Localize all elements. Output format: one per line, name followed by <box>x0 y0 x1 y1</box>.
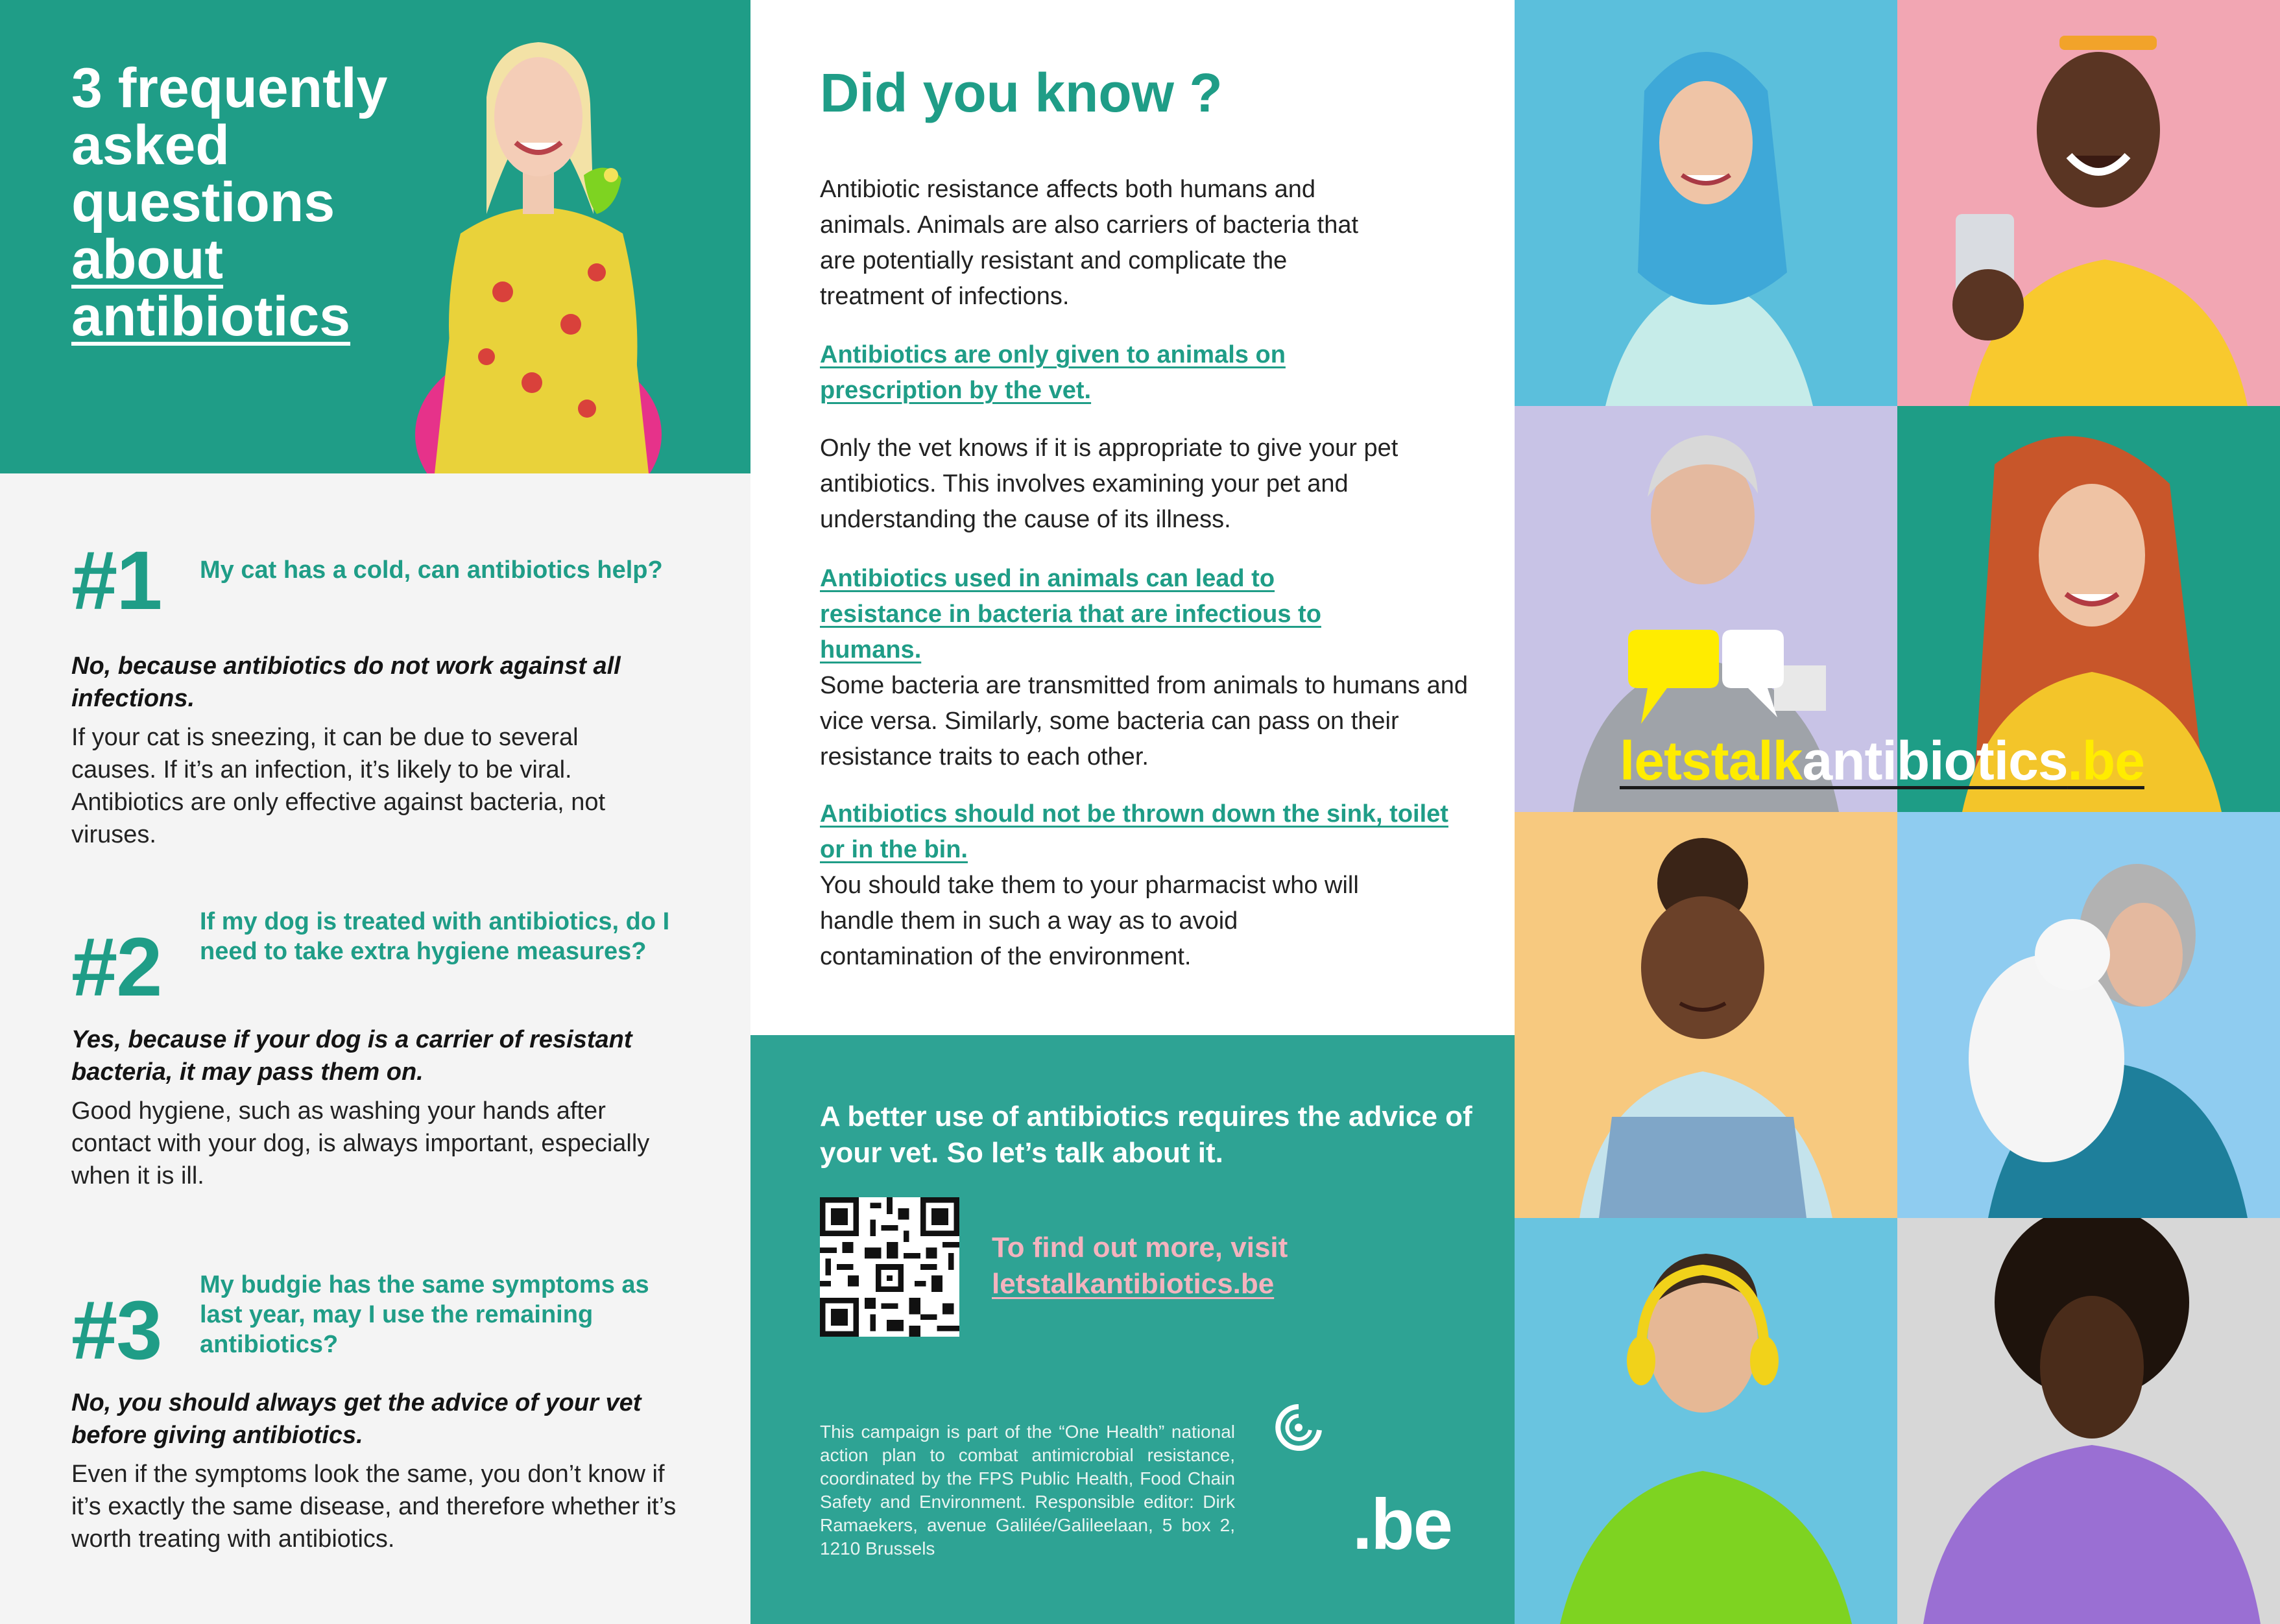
woman-with-parrot-photo <box>363 19 726 473</box>
cover-title-line: about <box>71 228 224 291</box>
faq-body: If your cat is sneezing, it can be due to several causes. If it’s an infection, it’s likely to be viral. Antibiotics are only effective against bacteria, not viruses. <box>71 724 606 848</box>
did-you-know-heading: Did you know ? <box>820 62 1223 123</box>
photo-grid <box>1515 0 2280 1624</box>
fact-heading-3[interactable]: Antibiotics should not be thrown down the sink, toilet or in the bin. <box>820 800 1448 863</box>
photo-woman-with-cat <box>1897 812 2280 1218</box>
faq-number: #1 <box>71 534 162 627</box>
letstalkantibiotics-brand[interactable] <box>1620 730 2144 792</box>
photo-woman-hijab <box>1515 0 1897 406</box>
faq-question: If my dog is treated with antibiotics, do I need to take extra hygiene measures? <box>200 908 670 965</box>
faq-answer: No, because antibiotics do not work against all infections. <box>71 652 621 712</box>
cover-title-line: antibiotics <box>71 285 351 348</box>
faq-section <box>0 473 750 1624</box>
fact-text-3: You should take them to your pharmacist who will handle them in such a way as to avoid contamination of the environment. <box>820 872 1359 970</box>
photo-man-laughing <box>1897 0 2280 406</box>
photo-man-headphones <box>1515 1218 1897 1624</box>
website-link[interactable]: letstalkantibiotics.be <box>992 1268 1275 1300</box>
faq-answer: No, you should always get the advice of your vet before giving antibiotics. <box>71 1389 642 1449</box>
speech-bubbles-icon <box>1622 627 1790 737</box>
faq-question: My cat has a cold, can antibiotics help? <box>200 556 663 584</box>
fact-text-2: Some bacteria are transmitted from animals to humans and vice versa. Similarly, some bacteria can pass on their resistance traits to each other. <box>820 672 1469 770</box>
campaign-disclaimer: This campaign is part of the “One Health” national action plan to combat antimicrobial resistance, coordinated by the FPS Public Health, Food Chain Safety and Environment. Responsible editor: Dirk Ramaekers, avenue Galilée/Galileelaan, 5 box 2, 1210 Brussels <box>820 1422 1235 1558</box>
cover-title-line: asked <box>71 114 230 176</box>
find-out-more-text: To find out more, visit <box>992 1232 1288 1263</box>
cover-title-line: questions <box>71 171 335 233</box>
photo-young-man-curly <box>1897 1218 2280 1624</box>
brand-part: letstalk <box>1620 730 1803 791</box>
cover-header <box>0 0 750 473</box>
fact-heading-2[interactable]: Antibiotics used in animals can lead to resistance in bacteria that are infectious to humans. <box>820 565 1321 663</box>
did-you-know-panel <box>750 0 1515 1035</box>
faq-answer: Yes, because if your dog is a carrier of resistant bacteria, it may pass them on. <box>71 1026 632 1086</box>
fact-heading-1[interactable]: Antibiotics are only given to animals on prescription by the vet. <box>820 341 1286 404</box>
faq-body: Good hygiene, such as washing your hands after contact with your dog, is always important, especially when it is ill. <box>71 1097 650 1189</box>
contact-footer <box>750 1035 1515 1624</box>
fps-swirl-icon <box>1273 1402 1325 1453</box>
faq-body: Even if the symptoms look the same, you don’t know if it’s exactly the same disease, and therefore whether it’s worth treating with antibiotics. <box>71 1461 677 1553</box>
qr-code-icon[interactable] <box>820 1197 959 1337</box>
brand-part: .be <box>2067 730 2144 791</box>
fact-text-1: Only the vet knows if it is appropriate to give your pet antibiotics. This involves examining your pet and understanding the cause of its illness. <box>820 435 1398 533</box>
intro-text: Antibiotic resistance affects both humans and animals. Animals are also carriers of bacteria that are potentially resistant and complicate the treatment of infections. <box>820 176 1359 310</box>
fps-health-logo <box>1273 1402 1467 1453</box>
be-logo: .be <box>1352 1485 1452 1564</box>
photo-child <box>1515 812 1897 1218</box>
call-to-action: A better use of antibiotics requires the advice of your vet. So let’s talk about it. <box>820 1101 1472 1169</box>
faq-number: #2 <box>71 921 162 1014</box>
faq-number: #3 <box>71 1284 162 1377</box>
cover-title-line: 3 frequently <box>71 57 388 119</box>
brand-part: antibiotics <box>1802 730 2068 791</box>
faq-question: My budgie has the same symptoms as last year, may I use the remaining antibiotics? <box>200 1271 649 1358</box>
